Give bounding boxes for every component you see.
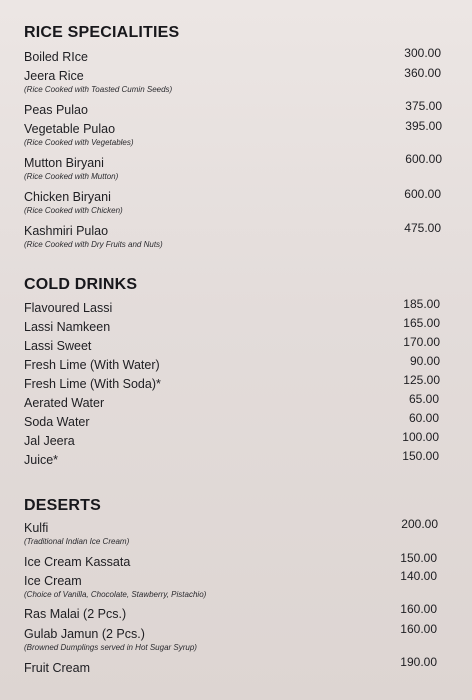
item-price: 360.00 xyxy=(404,66,441,80)
item-name: Chicken Biryani xyxy=(24,190,111,204)
item-name: Fresh Lime (With Water) xyxy=(24,358,160,372)
item-price: 160.00 xyxy=(400,602,437,616)
item-name: Kulfi xyxy=(24,521,49,535)
menu-item xyxy=(24,66,472,94)
item-description: (Rice Cooked with Dry Fruits and Nuts) xyxy=(24,240,163,249)
item-name: Ice Cream Kassata xyxy=(24,555,131,569)
item-description: (Rice Cooked with Vegetables) xyxy=(24,138,134,147)
item-description: (Traditional Indian Ice Cream) xyxy=(24,537,130,546)
item-name: Fruit Cream xyxy=(24,661,90,675)
section-heading: RICE SPECIALITIES xyxy=(24,24,180,41)
item-name: Lassi Namkeen xyxy=(24,320,111,334)
item-price: 170.00 xyxy=(403,335,440,349)
item-description: (Rice Cooked with Chicken) xyxy=(24,206,123,215)
item-price: 60.00 xyxy=(408,411,439,425)
item-name: Peas Pulao xyxy=(24,103,88,117)
item-price: 395.00 xyxy=(405,119,442,133)
item-price: 140.00 xyxy=(400,569,437,583)
item-price: 165.00 xyxy=(403,316,440,330)
item-name: Gulab Jamun (2 Pcs.) xyxy=(24,627,145,641)
menu-item xyxy=(24,622,472,652)
item-name: Jal Jeera xyxy=(24,434,75,448)
item-description: (Rice Cooked with Mutton) xyxy=(24,172,119,181)
item-name: Lassi Sweet xyxy=(24,339,92,353)
menu-item xyxy=(24,449,472,470)
item-name: Fresh Lime (With Soda)* xyxy=(24,377,161,391)
item-name: Ras Malai (2 Pcs.) xyxy=(24,607,127,621)
menu-item xyxy=(24,187,472,215)
item-price: 190.00 xyxy=(400,655,437,669)
item-description: (Rice Cooked with Toasted Cumin Seeds) xyxy=(24,85,173,94)
item-name: Aerated Water xyxy=(24,396,105,410)
item-price: 600.00 xyxy=(405,152,442,166)
menu-item xyxy=(24,221,472,249)
section-heading: DESERTS xyxy=(24,497,101,514)
item-price: 65.00 xyxy=(408,392,439,406)
item-description: (Browned Dumplings served in Hot Sugar Syrup) xyxy=(24,643,197,652)
item-price: 90.00 xyxy=(409,354,440,368)
item-price: 160.00 xyxy=(400,622,437,636)
item-name: Mutton Biryani xyxy=(24,156,104,170)
item-price: 125.00 xyxy=(403,373,440,387)
section-heading: COLD DRINKS xyxy=(24,276,138,293)
item-name: Flavoured Lassi xyxy=(24,301,113,315)
item-name: Ice Cream xyxy=(24,574,82,588)
menu-item xyxy=(24,517,472,546)
item-price: 300.00 xyxy=(404,46,441,60)
item-price: 200.00 xyxy=(401,517,438,531)
menu-item xyxy=(24,655,472,678)
item-price: 185.00 xyxy=(403,297,440,311)
item-name: Jeera Rice xyxy=(24,69,84,83)
item-name: Kashmiri Pulao xyxy=(24,224,109,238)
item-price: 475.00 xyxy=(404,221,441,235)
item-name: Boiled RIce xyxy=(24,50,88,64)
item-price: 375.00 xyxy=(405,99,442,113)
item-price: 150.00 xyxy=(402,449,439,463)
menu-item xyxy=(24,152,472,181)
item-price: 600.00 xyxy=(404,187,441,201)
item-name: Juice* xyxy=(24,453,59,467)
item-name: Vegetable Pulao xyxy=(24,122,116,136)
menu-item xyxy=(24,119,472,147)
item-price: 100.00 xyxy=(402,430,439,444)
item-description: (Choice of Vanilla, Chocolate, Stawberry, Pistachio) xyxy=(24,590,207,599)
item-price: 150.00 xyxy=(400,551,437,565)
menu-item xyxy=(24,569,472,599)
item-name: Soda Water xyxy=(24,415,90,429)
